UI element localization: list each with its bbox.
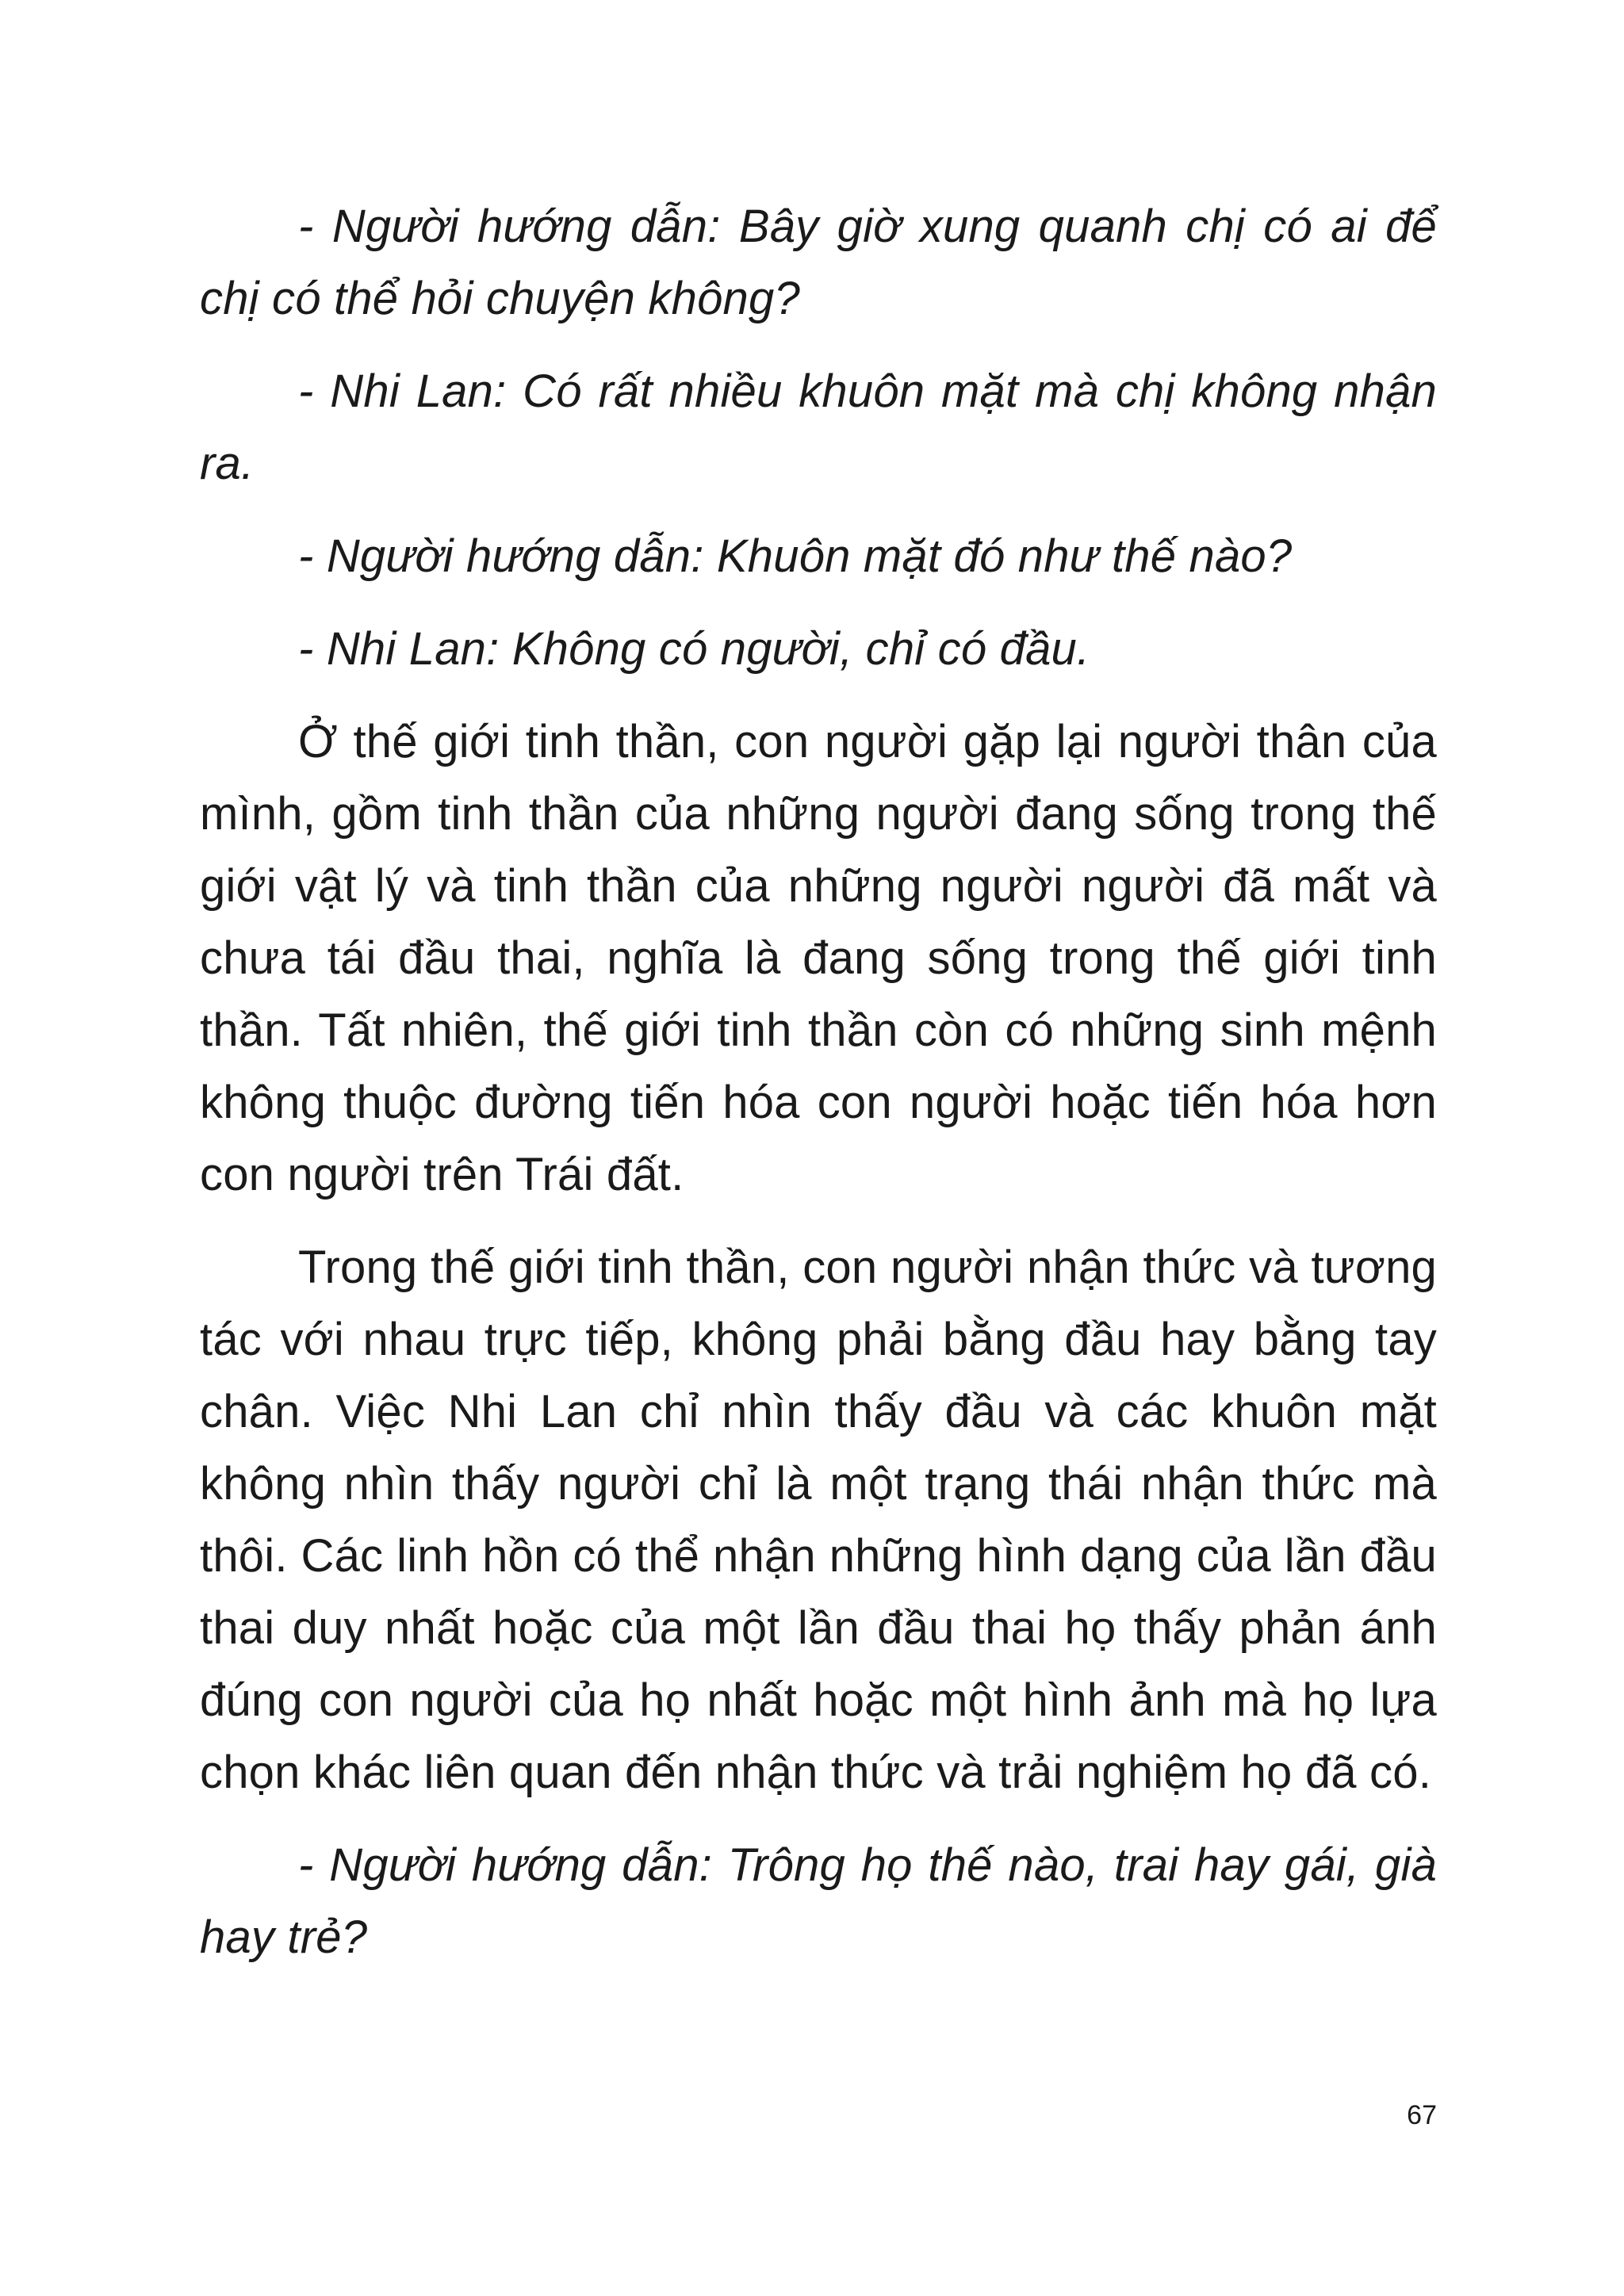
dialogue-guide-question-3: - Người hướng dẫn: Trông họ thế nào, trai hay gái, già hay trẻ? xyxy=(200,1839,1437,1963)
dialogue-nhi-lan-answer-2: - Nhi Lan: Không có người, chỉ có đầu. xyxy=(298,623,1090,675)
dialogue-guide-question-2: - Người hướng dẫn: Khuôn mặt đó như thế nào? xyxy=(298,530,1293,582)
page-content xyxy=(200,190,1437,1994)
page-number: 67 xyxy=(1407,2100,1437,2130)
dialogue-nhi-lan-answer-1: - Nhi Lan: Có rất nhiều khuôn mặt mà chị không nhận ra. xyxy=(200,365,1437,489)
dialogue-guide-question-1: - Người hướng dẫn: Bây giờ xung quanh chị có ai để chị có thể hỏi chuyện không? xyxy=(200,201,1437,324)
narrative-paragraph-perception: Trong thế giới tinh thần, con người nhận thức và tương tác với nhau trực tiếp, không phải bằng đầu hay bằng tay chân. Việc Nhi Lan chỉ nhìn thấy đầu và các khuôn mặt không nhìn thấy người chỉ là một trạng thái nhận thức mà thôi. Các linh hồn có thể nhận những hình dạng của lần đầu thai duy nhất hoặc của một lần đầu thai họ thấy phản ánh đúng con người của họ nhất hoặc một hình ảnh mà họ lựa chọn khác liên quan đến nhận thức và trải nghiệm họ đã có. xyxy=(200,1242,1437,1798)
narrative-paragraph-spirit-world: Ở thế giới tinh thần, con người gặp lại người thân của mình, gồm tinh thần của những người đang sống trong thế giới vật lý và tinh thần của những người người đã mất và chưa tái đầu thai, nghĩa là đang sống trong thế giới tinh thần. Tất nhiên, thế giới tinh thần còn có những sinh mệnh không thuộc đường tiến hóa con người hoặc tiến hóa hơn con người trên Trái đất. xyxy=(200,716,1437,1200)
